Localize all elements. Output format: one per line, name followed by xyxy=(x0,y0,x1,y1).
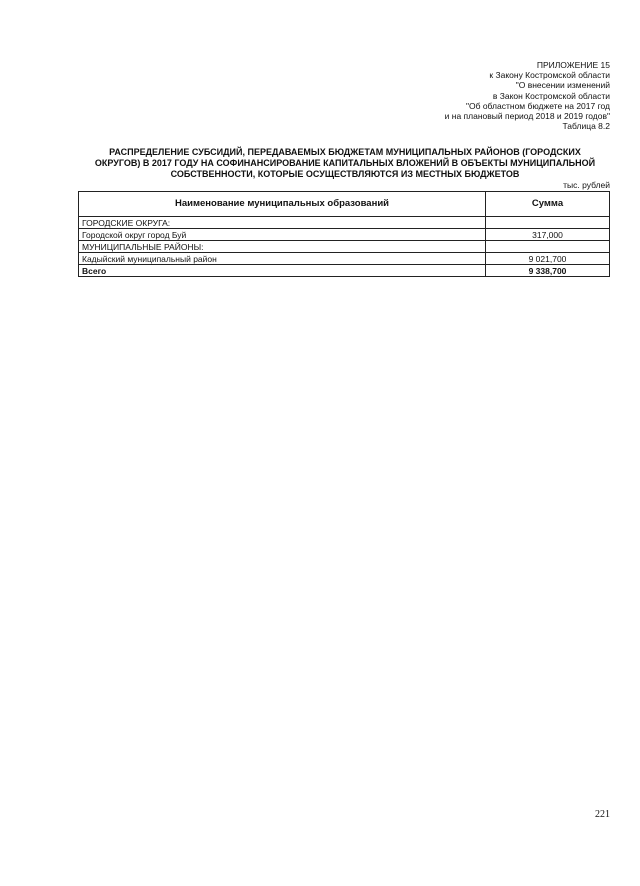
row-sum xyxy=(486,217,610,229)
row-name: ГОРОДСКИЕ ОКРУГА: xyxy=(79,217,486,229)
table-row xyxy=(79,229,610,241)
title-line: РАСПРЕДЕЛЕНИЕ СУБСИДИЙ, ПЕРЕДАВАЕМЫХ БЮДЖЕТАМ МУНИЦИПАЛЬНЫХ РАЙОНОВ (ГОРОДСКИХ xyxy=(109,147,581,157)
row-sum xyxy=(486,241,610,253)
appendix-line: "Об областном бюджете на 2017 год xyxy=(465,100,610,111)
column-header-name: Наименование муниципальных образований xyxy=(79,192,486,217)
appendix-line: "О внесении изменений xyxy=(515,80,610,91)
column-header-sum: Сумма xyxy=(486,192,610,217)
table-row xyxy=(79,217,610,229)
appendix-line: ПРИЛОЖЕНИЕ 15 xyxy=(536,60,610,70)
table-row xyxy=(79,253,610,265)
subsidy-table xyxy=(78,191,610,277)
row-name: Городской округ город Буй xyxy=(79,229,486,241)
table-number: Таблица 8.2 xyxy=(562,121,610,132)
title-line: ОКРУГОВ) В 2017 ГОДУ НА СОФИНАНСИРОВАНИЕ КАПИТАЛЬНЫХ ВЛОЖЕНИЙ В ОБЪЕКТЫ МУНИЦИПАЛЬНОЙ xyxy=(94,158,596,168)
total-sum: 9 338,700 xyxy=(486,265,610,277)
table-total-row xyxy=(79,265,610,277)
total-label: Всего xyxy=(79,265,486,277)
table-header-row xyxy=(79,192,610,217)
row-sum: 9 021,700 xyxy=(486,253,610,265)
title-line: СОБСТВЕННОСТИ, КОТОРЫЕ ОСУЩЕСТВЛЯЮТСЯ ИЗ МЕСТНЫХ БЮДЖЕТОВ xyxy=(170,169,520,179)
page-number: 221 xyxy=(595,809,610,820)
document-title xyxy=(78,147,612,180)
units-label: тыс. рублей xyxy=(563,180,610,190)
appendix-line: и на плановый период 2018 и 2019 годов" xyxy=(444,111,610,122)
row-sum: 317,000 xyxy=(486,229,610,241)
appendix-line: в Закон Костромской области xyxy=(492,90,610,101)
appendix-header xyxy=(445,60,610,131)
table-row xyxy=(79,241,610,253)
row-name: Кадыйский муниципальный район xyxy=(79,253,486,265)
row-name: МУНИЦИПАЛЬНЫЕ РАЙОНЫ: xyxy=(79,241,486,253)
appendix-line: к Закону Костромской области xyxy=(489,70,610,81)
